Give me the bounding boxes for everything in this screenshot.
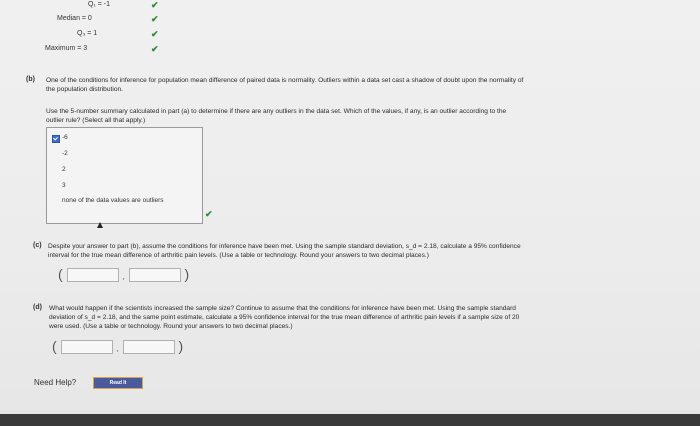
- option-label: -2: [62, 150, 68, 157]
- option-label: 3: [62, 182, 66, 189]
- part-c-label: (c): [33, 242, 42, 249]
- median-text: Median = 0: [57, 15, 92, 22]
- part-b-line1: One of the conditions for inference for population mean difference of paired data is normality. Outliers within a data set cast a shadow of doubt upon the normality of: [46, 77, 524, 84]
- check-icon: ✔: [151, 44, 159, 54]
- part-d-upper-input[interactable]: [123, 340, 175, 354]
- part-d-interval: [52, 338, 183, 354]
- open-paren: (: [52, 338, 57, 354]
- comma: ,: [116, 344, 119, 353]
- median-row: [57, 15, 92, 22]
- part-c-line1: Despite your answer to part (b), assume the conditions for inference have been met. Using the sample standard deviation, s_d = 2.18, calculate a 95% confidence: [48, 243, 521, 250]
- answer-options-box: [46, 127, 203, 224]
- part-c-interval: [58, 266, 189, 282]
- need-help-label: Need Help?: [34, 378, 77, 387]
- maximum-text: Maximum = 3: [45, 45, 88, 52]
- screen-bezel: [0, 414, 700, 426]
- part-b-line2: the population distribution.: [46, 86, 123, 93]
- q3-row: [77, 30, 97, 37]
- close-paren: ): [178, 338, 184, 354]
- q1-row: [88, 1, 110, 8]
- part-d-line1: What would happen if the scientists increased the sample size? Continue to assume that the conditions for inference have been met. Using the sample standard: [49, 305, 516, 312]
- part-c-lower-input[interactable]: [67, 268, 119, 282]
- option-checkbox-neg6[interactable]: [52, 135, 60, 143]
- check-icon: ✔: [205, 209, 213, 219]
- read-it-button[interactable]: Read It: [93, 377, 143, 389]
- part-d-lower-input[interactable]: [61, 340, 113, 354]
- q1-text: Q₁ = -1: [88, 1, 111, 8]
- comma: ,: [122, 272, 125, 281]
- part-b-label: (b): [26, 76, 35, 83]
- part-d-label: (d): [33, 304, 42, 311]
- q3-text: Q₃ = 1: [77, 30, 98, 37]
- option-label: 2: [62, 166, 66, 173]
- maximum-row: [45, 45, 87, 52]
- open-paren: (: [58, 266, 63, 282]
- option-label: none of the data values are outliers: [62, 197, 164, 204]
- check-icon: ✔: [151, 0, 159, 10]
- option-label: -6: [62, 134, 68, 141]
- part-d-line2: deviation of s_d = 2.18, and the same point estimate, calculate a 95% confidence interval for the true mean difference of arthritic pain levels if a sample size of 20: [49, 314, 520, 321]
- check-icon: ✔: [151, 14, 159, 24]
- close-paren: ): [184, 266, 190, 282]
- check-icon: ✔: [151, 29, 159, 39]
- mouse-cursor: [97, 222, 103, 228]
- part-c-upper-input[interactable]: [129, 268, 181, 282]
- part-d-line3: were used. (Use a table or technology. Round your answers to two decimal places.): [49, 323, 293, 330]
- part-b-question-line1: Use the 5-number summary calculated in part (a) to determine if there are any outliers in the data set. Which of the values, if any, is an outlier according to the: [46, 108, 507, 115]
- part-b-question-line2: outlier rule? (Select all that apply.): [46, 117, 146, 124]
- part-c-line2: interval for the true mean difference of arthritic pain levels. (Use a table or technology. Round your answers to two decimal places.): [48, 252, 429, 259]
